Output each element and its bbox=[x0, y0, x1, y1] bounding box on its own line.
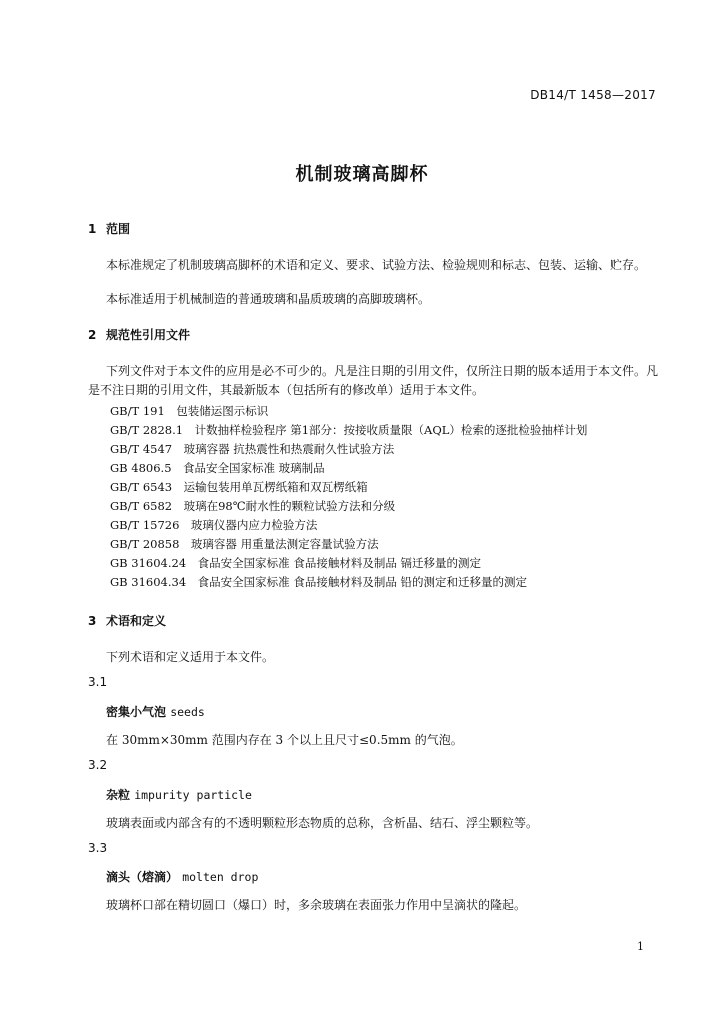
term-title bbox=[106, 868, 258, 885]
reference-item: GB/T 4547 玻璃容器 抗热震性和热震耐久性试验方法 bbox=[110, 442, 395, 456]
term-english: molten drop bbox=[182, 870, 259, 884]
section-number: 3 bbox=[88, 614, 97, 628]
section-title: 规范性引用文件 bbox=[106, 328, 191, 342]
section-3-paragraph-1: 下列术语和定义适用于本文件。 bbox=[106, 650, 275, 664]
term-english: seeds bbox=[170, 705, 205, 719]
section-number: 2 bbox=[88, 328, 97, 342]
term-number: 3.1 bbox=[88, 675, 108, 689]
reference-item: GB 31604.34 食品安全国家标准 食品接触材料及制品 铅的测定和迁移量的测定 bbox=[110, 575, 527, 589]
section-1-paragraph-2: 本标准适用于机械制造的普通玻璃和晶质玻璃的高脚玻璃杯。 bbox=[106, 292, 431, 306]
reference-item: GB 4806.5 食品安全国家标准 玻璃制品 bbox=[110, 461, 325, 475]
term-title bbox=[106, 786, 252, 803]
term-title bbox=[106, 703, 205, 720]
document-title: 机制玻璃高脚杯 bbox=[295, 164, 429, 185]
section-1-heading bbox=[88, 220, 130, 237]
section-number: 1 bbox=[88, 222, 97, 236]
section-2-heading bbox=[88, 326, 190, 343]
term-chinese: 密集小气泡 bbox=[106, 705, 167, 719]
reference-item: GB/T 6543 运输包装用单瓦楞纸箱和双瓦楞纸箱 bbox=[110, 480, 368, 494]
section-1-paragraph-1: 本标准规定了机制玻璃高脚杯的术语和定义、要求、试验方法、检验规则和标志、包装、运输、贮存。 bbox=[106, 258, 647, 272]
reference-item: GB/T 191 包装储运图示标识 bbox=[110, 404, 269, 418]
term-number: 3.3 bbox=[88, 841, 108, 855]
term-definition: 在 30mm×30mm 范围内存在 3 个以上且尺寸≤0.5mm 的气泡。 bbox=[106, 733, 463, 747]
page-number: 1 bbox=[637, 940, 644, 953]
section-title: 术语和定义 bbox=[106, 614, 167, 628]
section-3-heading bbox=[88, 612, 166, 629]
term-number: 3.2 bbox=[88, 758, 108, 772]
reference-item: GB/T 20858 玻璃容器 用重量法测定容量试验方法 bbox=[110, 537, 379, 551]
section-2-paragraph-1: 下列文件对于本文件的应用是必不可少的。凡是注日期的引用文件，仅所注日期的版本适用于本文件。凡是不注日期的引用文件，其最新版本（包括所有的修改单）适用于本文件。 bbox=[88, 364, 659, 397]
reference-item: GB 31604.24 食品安全国家标准 食品接触材料及制品 镉迁移量的测定 bbox=[110, 556, 481, 570]
standard-code: DB14/T 1458—2017 bbox=[530, 88, 656, 102]
reference-item: GB/T 6582 玻璃在98℃耐水性的颗粒试验方法和分级 bbox=[110, 499, 396, 513]
section-title: 范围 bbox=[106, 222, 131, 236]
term-definition: 玻璃杯口部在精切圆口（爆口）时，多余玻璃在表面张力作用中呈滴状的隆起。 bbox=[106, 898, 527, 912]
reference-item: GB/T 15726 玻璃仪器内应力检验方法 bbox=[110, 518, 318, 532]
reference-item: GB/T 2828.1 计数抽样检验程序 第1部分：按接收质量限（AQL）检索的逐批检验抽样计划 bbox=[110, 423, 588, 437]
term-definition: 玻璃表面或内部含有的不透明颗粒形态物质的总称，含析晶、结石、浮尘颗粒等。 bbox=[106, 816, 539, 830]
term-chinese: 滴头（熔滴） bbox=[106, 870, 179, 884]
term-english: impurity particle bbox=[134, 788, 252, 802]
term-chinese: 杂粒 bbox=[106, 788, 131, 802]
